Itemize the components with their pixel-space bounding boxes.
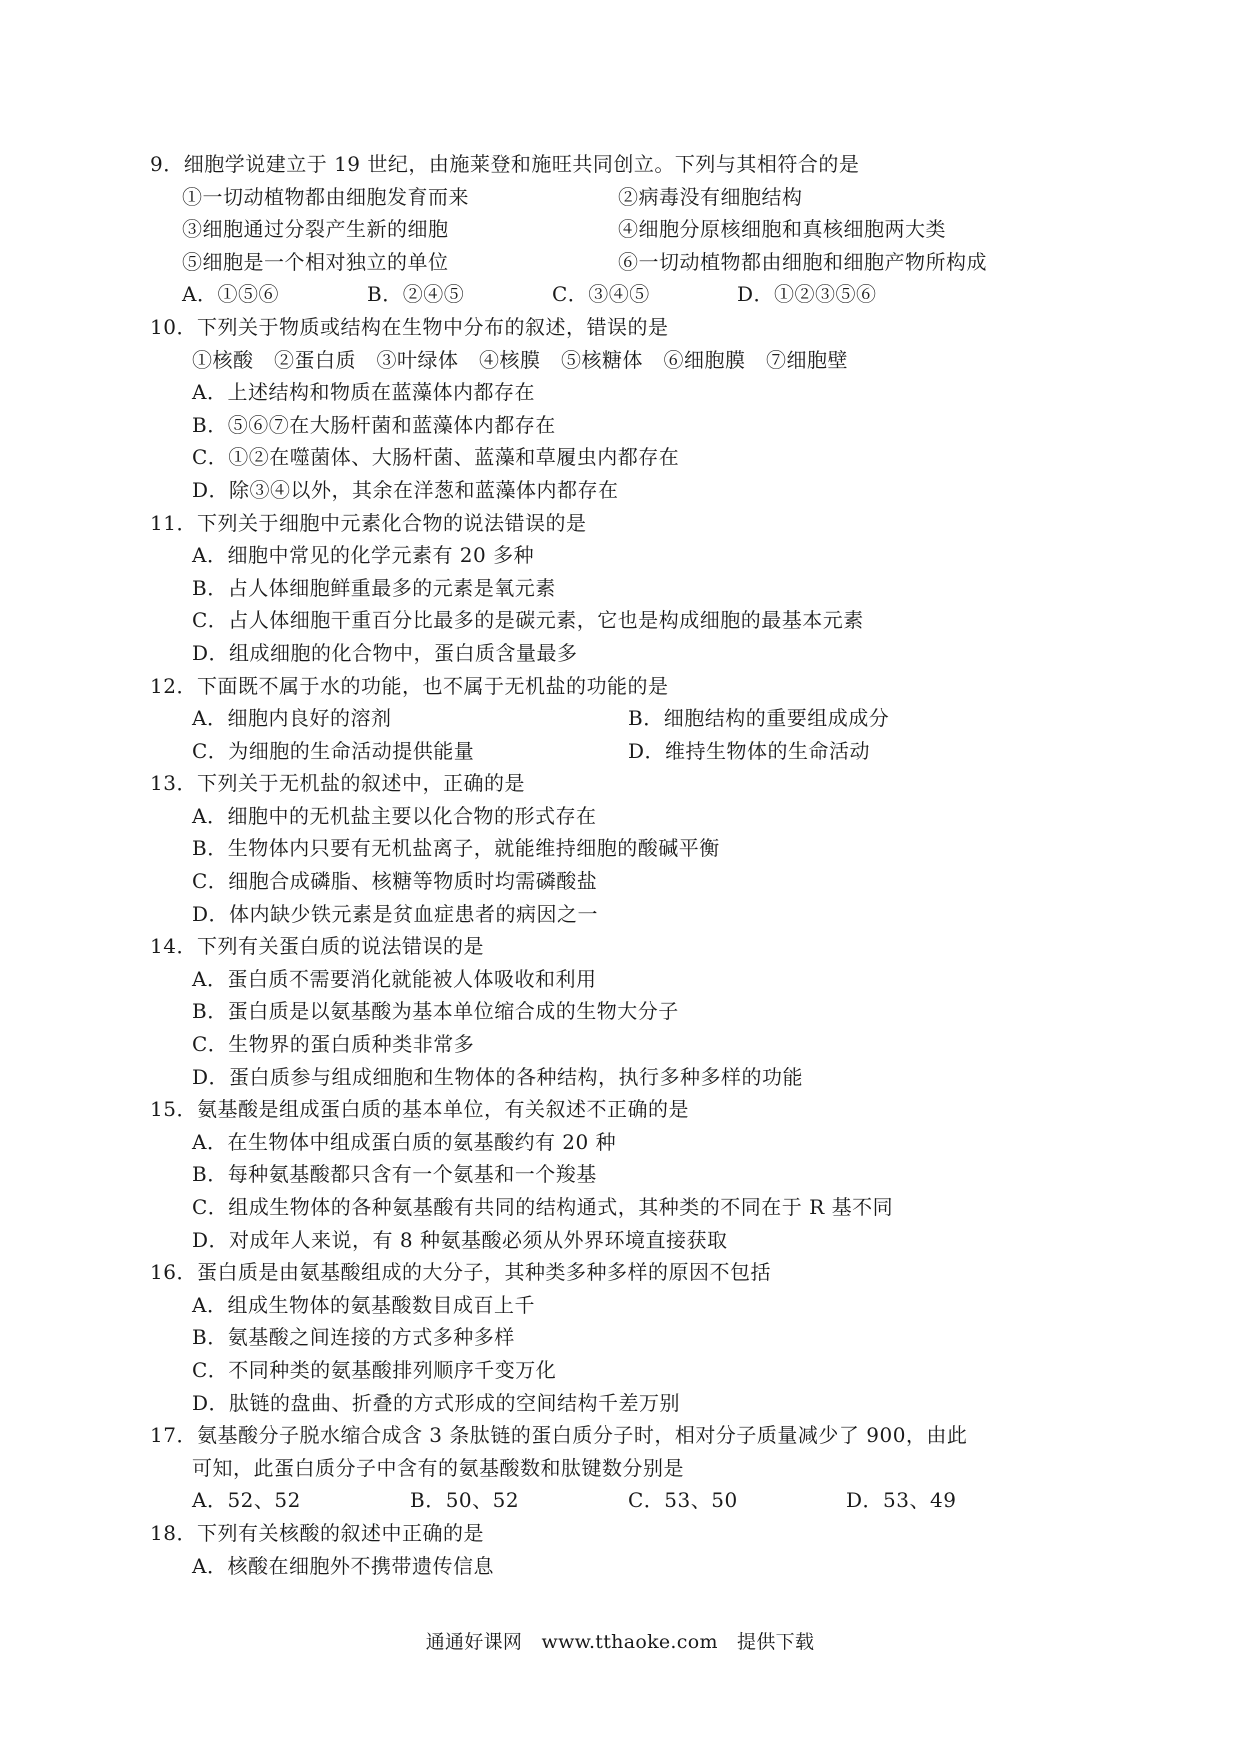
option: D．①②③⑤⑥ — [737, 282, 877, 307]
option: A．核酸在细胞外不携带遗传信息 — [192, 1553, 494, 1578]
option: D．蛋白质参与组成细胞和生物体的各种结构，执行多种多样的功能 — [192, 1064, 804, 1089]
question-stem: 12．下面既不属于水的功能，也不属于无机盐的功能的是 — [150, 673, 669, 698]
option: D．体内缺少铁元素是贫血症患者的病因之一 — [192, 901, 599, 926]
option: B．占人体细胞鲜重最多的元素是氧元素 — [192, 575, 556, 600]
option: B．每种氨基酸都只含有一个氨基和一个羧基 — [192, 1162, 597, 1187]
option: D．对成年人来说，有 8 种氨基酸必须从外界环境直接获取 — [192, 1227, 728, 1252]
option: A．细胞中的无机盐主要以化合物的形式存在 — [192, 803, 597, 828]
option: A．①⑤⑥ — [182, 282, 279, 307]
options-row — [150, 1484, 1090, 1517]
statement: ⑥一切动植物都由细胞和细胞产物所构成 — [618, 249, 987, 274]
statement-row — [150, 213, 1090, 246]
option: C．占人体细胞干重百分比最多的是碳元素，它也是构成细胞的最基本元素 — [192, 608, 864, 633]
question-list — [150, 148, 1090, 1582]
question-stem: 14．下列有关蛋白质的说法错误的是 — [150, 934, 484, 959]
option: A．组成生物体的氨基酸数目成百上千 — [192, 1292, 535, 1317]
option: D．肽链的盘曲、折叠的方式形成的空间结构千差万别 — [192, 1390, 681, 1415]
option: D．53、49 — [846, 1488, 957, 1513]
option: A．细胞内良好的溶剂 — [192, 706, 392, 731]
question-stem: 13．下列关于无机盐的叙述中，正确的是 — [150, 771, 525, 796]
option: C．为细胞的生命活动提供能量 — [192, 738, 475, 763]
option: A．上述结构和物质在蓝藻体内都存在 — [192, 380, 535, 405]
option: C．53、50 — [628, 1488, 738, 1513]
option: A．在生物体中组成蛋白质的氨基酸约有 20 种 — [192, 1129, 617, 1154]
options-row — [150, 278, 1090, 311]
option: C．组成生物体的各种氨基酸有共同的结构通式，其种类的不同在于 R 基不同 — [192, 1195, 894, 1219]
option: C．③④⑤ — [552, 282, 650, 307]
item-list: ①核酸 ②蛋白质 ③叶绿体 ④核膜 ⑤核糖体 ⑥细胞膜 ⑦细胞壁 — [192, 347, 848, 372]
statement: ④细胞分原核细胞和真核细胞两大类 — [618, 217, 946, 242]
statement-row — [150, 246, 1090, 279]
option: B．细胞结构的重要组成成分 — [628, 706, 890, 731]
question-stem: 10．下列关于物质或结构在生物中分布的叙述，错误的是 — [150, 314, 669, 339]
option: D．维持生物体的生命活动 — [628, 738, 871, 763]
statement: ①一切动植物都由细胞发育而来 — [182, 184, 469, 209]
option: C．①②在噬菌体、大肠杆菌、蓝藻和草履虫内都存在 — [192, 445, 680, 470]
statement-row — [150, 181, 1090, 214]
option: B．⑤⑥⑦在大肠杆菌和蓝藻体内都存在 — [192, 412, 556, 437]
question-stem: 17．氨基酸分子脱水缩合成含 3 条肽链的蛋白质分子时，相对分子质量减少了 900，由此 — [150, 1423, 968, 1448]
question-stem: 18．下列有关核酸的叙述中正确的是 — [150, 1520, 484, 1545]
option: B．蛋白质是以氨基酸为基本单位缩合成的生物大分子 — [192, 999, 679, 1024]
option: B．生物体内只要有无机盐离子，就能维持细胞的酸碱平衡 — [192, 836, 720, 861]
statement: ②病毒没有细胞结构 — [618, 184, 803, 209]
options-row — [150, 702, 1090, 735]
option: A．细胞中常见的化学元素有 20 多种 — [192, 543, 535, 568]
option: B．②④⑤ — [367, 282, 465, 307]
question-stem: 9．细胞学说建立于 19 世纪，由施莱登和施旺共同创立。下列与其相符合的是 — [150, 152, 860, 176]
option: D．组成细胞的化合物中，蛋白质含量最多 — [192, 640, 578, 665]
option: B．氨基酸之间连接的方式多种多样 — [192, 1325, 515, 1350]
statement: ③细胞通过分裂产生新的细胞 — [182, 217, 449, 242]
options-row — [150, 735, 1090, 768]
option: D．除③④以外，其余在洋葱和蓝藻体内都存在 — [192, 477, 619, 502]
question-stem: 11．下列关于细胞中元素化合物的说法错误的是 — [150, 510, 587, 535]
question-stem: 15．氨基酸是组成蛋白质的基本单位，有关叙述不正确的是 — [150, 1097, 689, 1122]
question-stem-continued: 可知，此蛋白质分子中含有的氨基酸数和肽键数分别是 — [192, 1455, 684, 1480]
option: C．不同种类的氨基酸排列顺序千变万化 — [192, 1357, 557, 1382]
option: C．生物界的蛋白质种类非常多 — [192, 1032, 475, 1057]
option: B．50、52 — [410, 1488, 520, 1513]
question-stem: 16．蛋白质是由氨基酸组成的大分子，其种类多种多样的原因不包括 — [150, 1260, 771, 1285]
option: C．细胞合成磷脂、核糖等物质时均需磷酸盐 — [192, 869, 598, 894]
option: A．52、52 — [192, 1488, 301, 1513]
page-footer: 通通好课网 www.tthaoke.com 提供下载 — [425, 1631, 815, 1653]
statement: ⑤细胞是一个相对独立的单位 — [182, 249, 449, 274]
option: A．蛋白质不需要消化就能被人体吸收和利用 — [192, 966, 597, 991]
